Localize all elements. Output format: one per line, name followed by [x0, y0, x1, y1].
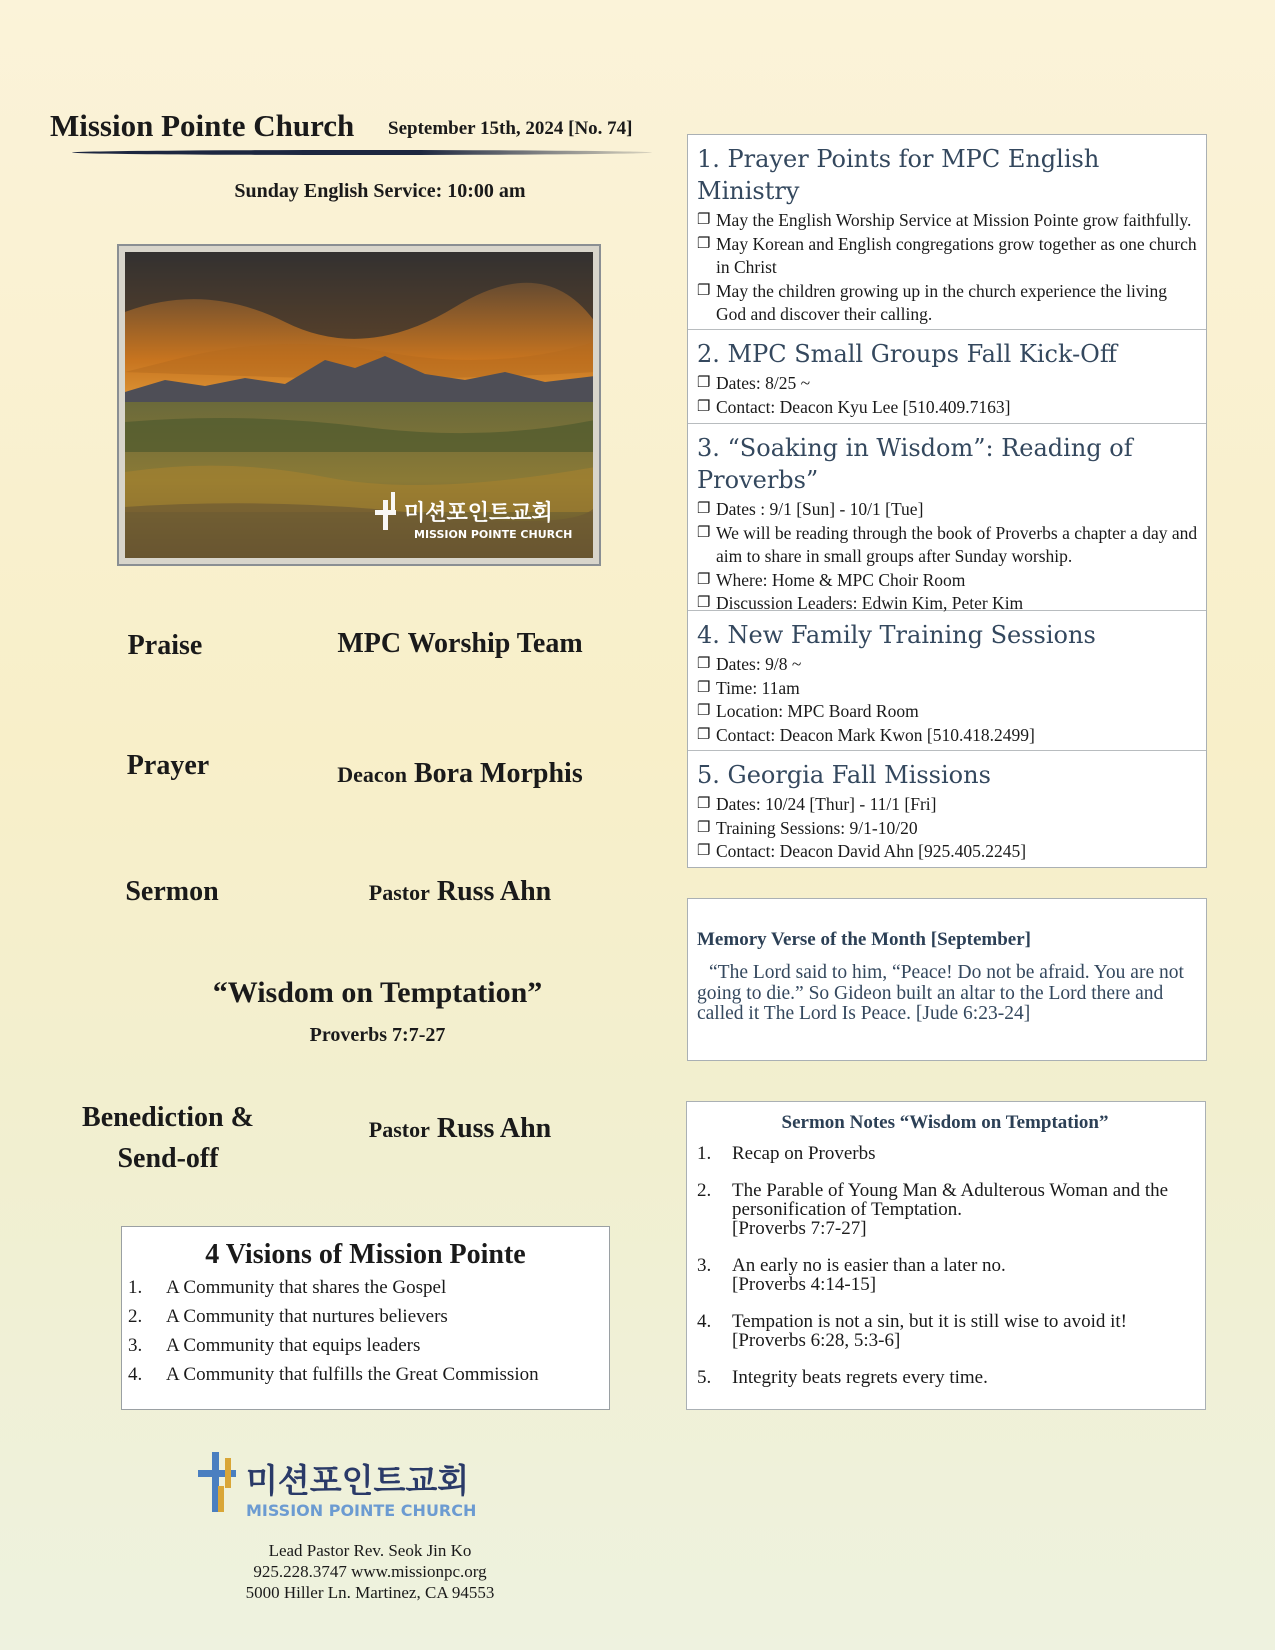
checkbox-icon: ❐: [697, 843, 711, 859]
sermon-label: Sermon: [125, 876, 219, 907]
praise-leader: MPC Worship Team: [337, 628, 583, 659]
note-reference: [Proverbs 7:7-27]: [732, 1218, 867, 1239]
praise-label: Praise: [127, 630, 203, 661]
announcement-item: [697, 840, 1198, 864]
announcement-item: [697, 817, 1198, 841]
note-line: The Parable of Young Man & Adulterous Woman and the personification of Temptation.: [732, 1180, 1169, 1220]
announcement-text: Location: MPC Board Room: [716, 701, 919, 721]
announcement-item: [697, 372, 1198, 396]
checkbox-icon: ❐: [697, 595, 711, 611]
list-number: 4.: [697, 1311, 712, 1332]
list-item: [128, 1277, 609, 1306]
cross-logo-icon: [198, 1452, 236, 1512]
announcement-text: Dates: 10/24 [Thur] - 11/1 [Fri]: [716, 794, 937, 814]
announcement-item: [697, 700, 1198, 724]
list-item: [128, 1306, 609, 1335]
announcement-item: [697, 233, 1198, 280]
church-logo: [198, 1450, 498, 1534]
list-number: 3.: [128, 1335, 143, 1356]
sermon-reference: Proverbs 7:7-27: [309, 1024, 446, 1046]
note-line: Recap on Proverbs: [732, 1143, 876, 1164]
sermon-notes-box: [686, 1101, 1206, 1410]
list-item: [697, 1368, 1193, 1387]
list-number: 5.: [697, 1367, 712, 1388]
announcement-title: 5. Georgia Fall Missions: [697, 761, 991, 789]
announcement-text: Contact: Deacon Kyu Lee [510.409.7163]: [716, 396, 1011, 417]
checkbox-icon: ❐: [697, 571, 711, 588]
announcement-text: May the English Worship Service at Mission Pointe grow faithfully.: [716, 210, 1192, 230]
lead-pastor: Lead Pastor Rev. Seok Jin Ko: [268, 1541, 472, 1560]
list-item: [697, 1256, 1193, 1294]
announcement-text: We will be reading through the book of Proverbs a chapter a day and aim to share in small groups after Sunday worship.: [716, 522, 1198, 566]
announcement-title: 3. “Soaking in Wisdom”: Reading of Proverbs”: [697, 434, 1133, 494]
note-line: An early no is easier than a later no.: [732, 1255, 1006, 1276]
memory-verse-title: Memory Verse of the Month [September]: [697, 929, 1031, 950]
list-number: 1.: [128, 1277, 143, 1298]
announcement-item: [697, 522, 1198, 569]
announcement-text: Contact: Deacon Mark Kwon [510.418.2499]: [716, 724, 1035, 745]
announcement-item: [697, 653, 1198, 677]
checkbox-icon: ❐: [697, 656, 711, 672]
announcement-section: [688, 751, 1206, 864]
announcement-section: [688, 330, 1206, 424]
announcement-item: [697, 498, 1198, 522]
note-reference: [Proverbs 4:14-15]: [732, 1274, 877, 1295]
announcement-text: Time: 11am: [716, 677, 800, 698]
checkbox-icon: ❐: [697, 375, 711, 391]
list-item: [697, 1312, 1193, 1350]
list-number: 1.: [697, 1143, 712, 1164]
prayer-leader-name: Bora Morphis: [413, 758, 583, 789]
note-reference: [Proverbs 6:28, 5:3-6]: [732, 1330, 901, 1351]
benediction-label-line2: Send-off: [117, 1143, 219, 1174]
announcement-item: [697, 793, 1198, 817]
checkbox-icon: ❐: [697, 398, 711, 415]
checkbox-icon: ❐: [697, 524, 711, 541]
visions-list: [122, 1277, 609, 1393]
checkbox-icon: ❐: [697, 282, 711, 299]
visions-title: 4 Visions of Mission Pointe: [205, 1239, 526, 1270]
benediction-leader: [280, 1113, 640, 1145]
announcement-title: 2. MPC Small Groups Fall Kick-Off: [697, 340, 1117, 368]
list-number: 2.: [128, 1306, 143, 1327]
announcement-text: May the children growing up in the church experience the living God and discover their calling.: [716, 280, 1167, 324]
list-item: [128, 1364, 609, 1393]
benediction-leader-name: Russ Ahn: [436, 1113, 552, 1144]
list-number: 3.: [697, 1255, 712, 1276]
address: 5000 Hiller Ln. Martinez, CA 94553: [245, 1583, 495, 1602]
checkbox-icon: ❐: [697, 703, 711, 719]
list-text: A Community that equips leaders: [166, 1335, 421, 1356]
list-item: [128, 1335, 609, 1364]
service-time: Sunday English Service: 10:00 am: [234, 180, 526, 202]
benediction-label-line1: Benediction &: [82, 1102, 254, 1133]
memory-verse-text: “The Lord said to him, “Peace! Do not be afraid. You are not going to die.” So Gideon built an altar to the Lord there and called it The Lord Is Peace. [Jude 6:23-24]: [697, 962, 1184, 1024]
note-line: Tempation is not a sin, but it is still wise to avoid it!: [732, 1311, 1128, 1332]
bulletin-date: September 15th, 2024 [No. 74]: [388, 118, 633, 139]
announcement-text: Where: Home & MPC Choir Room: [716, 569, 966, 590]
announcement-text: Dates: 8/25 ~: [716, 373, 811, 393]
announcement-item: [697, 209, 1198, 233]
sermon-notes-list: [697, 1144, 1193, 1387]
announcement-item: [697, 280, 1198, 327]
photo-logo-korean: 미션포인트교회: [404, 501, 553, 526]
list-text: A Community that nurtures believers: [166, 1306, 448, 1327]
photo-logo-english: MISSION POINTE CHURCH: [414, 528, 573, 541]
sermon-preacher: [280, 876, 640, 908]
phone-website: 925.228.3747 www.missionpc.org: [253, 1562, 487, 1581]
landscape-photo: [125, 252, 593, 558]
list-text: A Community that shares the Gospel: [166, 1277, 447, 1298]
sermon-title: “Wisdom on Temptation”: [212, 976, 543, 1009]
checkbox-icon: ❐: [697, 726, 711, 743]
prayer-leader-title: Deacon: [337, 762, 407, 787]
announcement-item: [697, 396, 1198, 420]
checkbox-icon: ❐: [697, 819, 711, 836]
announcement-text: Contact: Deacon David Ahn [925.405.2245]: [716, 841, 1027, 861]
announcement-section: [688, 611, 1206, 751]
announcement-title: 4. New Family Training Sessions: [697, 621, 1096, 649]
benediction-leader-title: Pastor: [368, 1117, 430, 1142]
announcement-title: 1. Prayer Points for MPC English Ministry: [697, 145, 1100, 205]
checkbox-icon: ❐: [697, 212, 711, 228]
memory-verse-box: [687, 898, 1207, 1061]
sermon-preacher-name: Russ Ahn: [436, 876, 552, 907]
announcement-text: Dates: 9/8 ~: [716, 654, 802, 674]
checkbox-icon: ❐: [697, 235, 711, 252]
sermon-preacher-title: Pastor: [368, 880, 430, 905]
footer-contact: [150, 1540, 590, 1603]
announcement-section: [688, 424, 1206, 611]
church-name: Mission Pointe Church: [50, 108, 355, 143]
list-text: A Community that fulfills the Great Commission: [166, 1364, 539, 1385]
announcement-section: [688, 135, 1206, 330]
benediction-label: [68, 1097, 268, 1179]
announcement-item: [697, 592, 1198, 616]
announcement-text: May Korean and English congregations grow together as one church in Christ: [716, 233, 1197, 277]
announcements-box: [687, 134, 1207, 868]
announcement-text: Discussion Leaders: Edwin Kim, Peter Kim: [716, 593, 1024, 613]
announcement-text: Training Sessions: 9/1-10/20: [716, 817, 918, 838]
note-line: Integrity beats regrets every time.: [732, 1367, 988, 1388]
prayer-label: Prayer: [126, 750, 210, 781]
list-item: [697, 1144, 1193, 1163]
checkbox-icon: ❐: [697, 501, 711, 517]
announcement-text: Dates : 9/1 [Sun] - 10/1 [Tue]: [716, 499, 924, 519]
logo-korean: 미션포인트교회: [246, 1461, 470, 1500]
list-item: [697, 1181, 1193, 1238]
checkbox-icon: ❐: [697, 796, 711, 812]
cover-photo-frame: [117, 244, 601, 566]
logo-english: MISSION POINTE CHURCH: [246, 1501, 477, 1520]
visions-box: [121, 1226, 610, 1410]
list-number: 2.: [697, 1180, 712, 1201]
announcement-item: [697, 724, 1198, 748]
prayer-leader: [280, 758, 640, 790]
announcement-item: [697, 569, 1198, 593]
announcement-item: [697, 677, 1198, 701]
checkbox-icon: ❐: [697, 679, 711, 696]
title-underline: [72, 150, 652, 155]
sermon-notes-title: Sermon Notes “Wisdom on Temptation”: [781, 1112, 1109, 1133]
list-number: 4.: [128, 1364, 143, 1385]
